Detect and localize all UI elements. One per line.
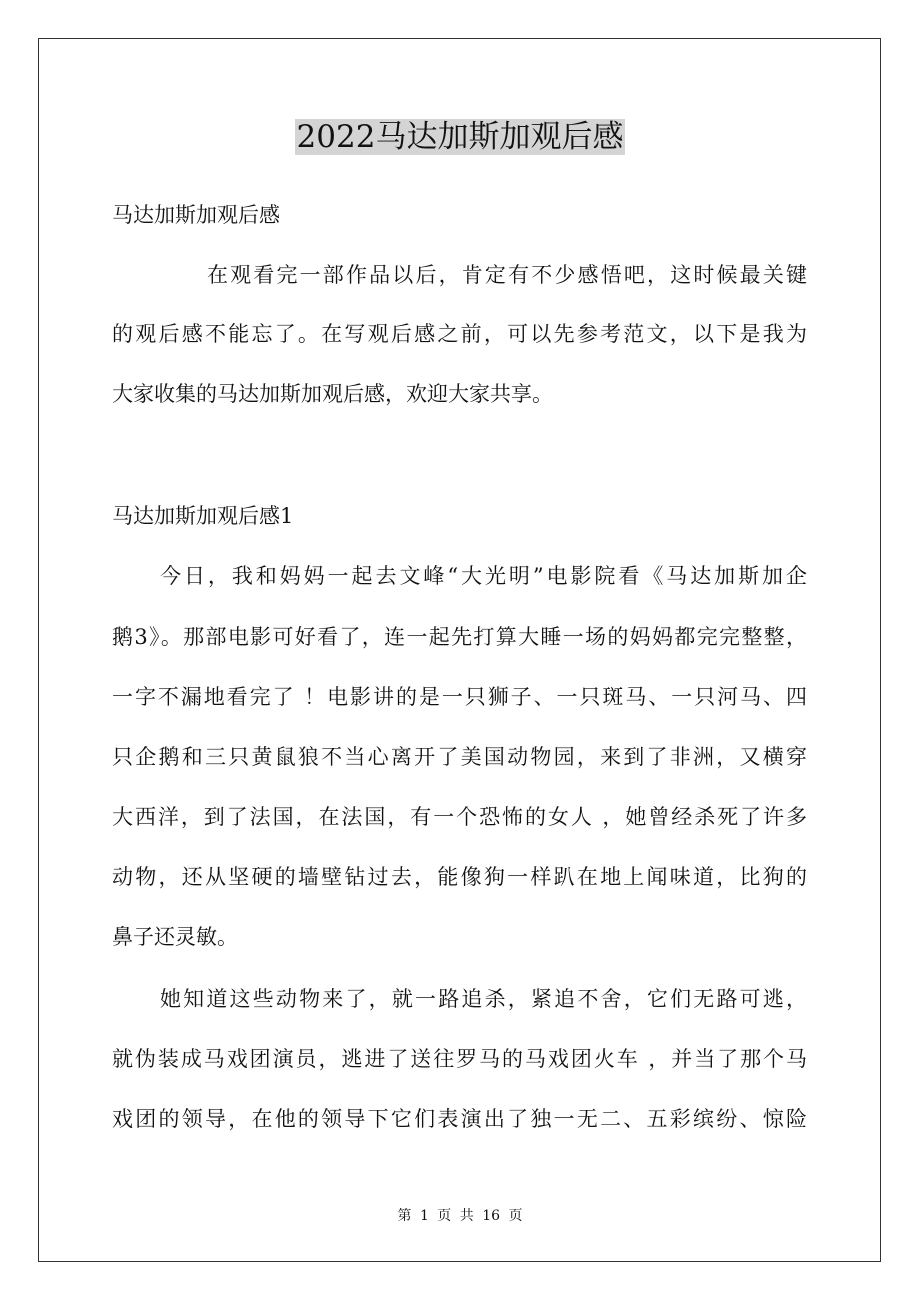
paragraph1-line-5: 大西洋，到了法国，在法国，有一个恐怖的女人 ，她曾经杀死了许多 — [112, 805, 807, 829]
page-number-footer: 第 1 页 共 16 页 — [397, 1208, 523, 1224]
paragraph2-line-1: 她知道这些动物来了，就一路追杀，紧追不舍，它们无路可逃， — [160, 987, 807, 1011]
paragraph1-line-6: 动物，还从坚硬的墙壁钻过去，能像狗一样趴在地上闻味道，比狗的 — [112, 865, 807, 889]
paragraph1-line-2: 鹅3》。那部电影可好看了，连一起先打算大睡一场的妈妈都完完整整， — [112, 625, 807, 649]
intro-line-2: 的观后感不能忘了。在写观后感之前，可以先参考范文，以下是我为 — [112, 322, 807, 346]
paragraph1-line-3: 一字不漏地看完了 ！电影讲的是一只狮子、一只斑马、一只河马、四 — [112, 685, 807, 709]
document-title — [0, 112, 920, 162]
paragraph2-line-3: 戏团的领导，在他的领导下它们表演出了独一无二、五彩缤纷、惊险 — [112, 1107, 807, 1131]
document-title-text: 2022马达加斯加观后感 — [296, 119, 624, 155]
intro-line-1: 在观看完一部作品以后，肯定有不少感悟吧，这时候最关键 — [207, 263, 807, 287]
paragraph1-line-4: 只企鹅和三只黄鼠狼不当心离开了美国动物园，来到了非洲，又横穿 — [112, 745, 807, 769]
section-heading: 马达加斯加观后感1 — [112, 504, 294, 528]
document-subtitle: 马达加斯加观后感 — [112, 203, 280, 227]
paragraph1-line-1: 今日，我和妈妈一起去文峰“大光明”电影院看《马达加斯加企 — [160, 564, 807, 588]
paragraph2-line-2: 就伪装成马戏团演员，逃进了送往罗马的马戏团火车 ，并当了那个马 — [112, 1047, 807, 1071]
paragraph1-line-7: 鼻子还灵敏。 — [112, 925, 238, 949]
intro-line-3: 大家收集的马达加斯加观后感，欢迎大家共享。 — [112, 382, 553, 406]
